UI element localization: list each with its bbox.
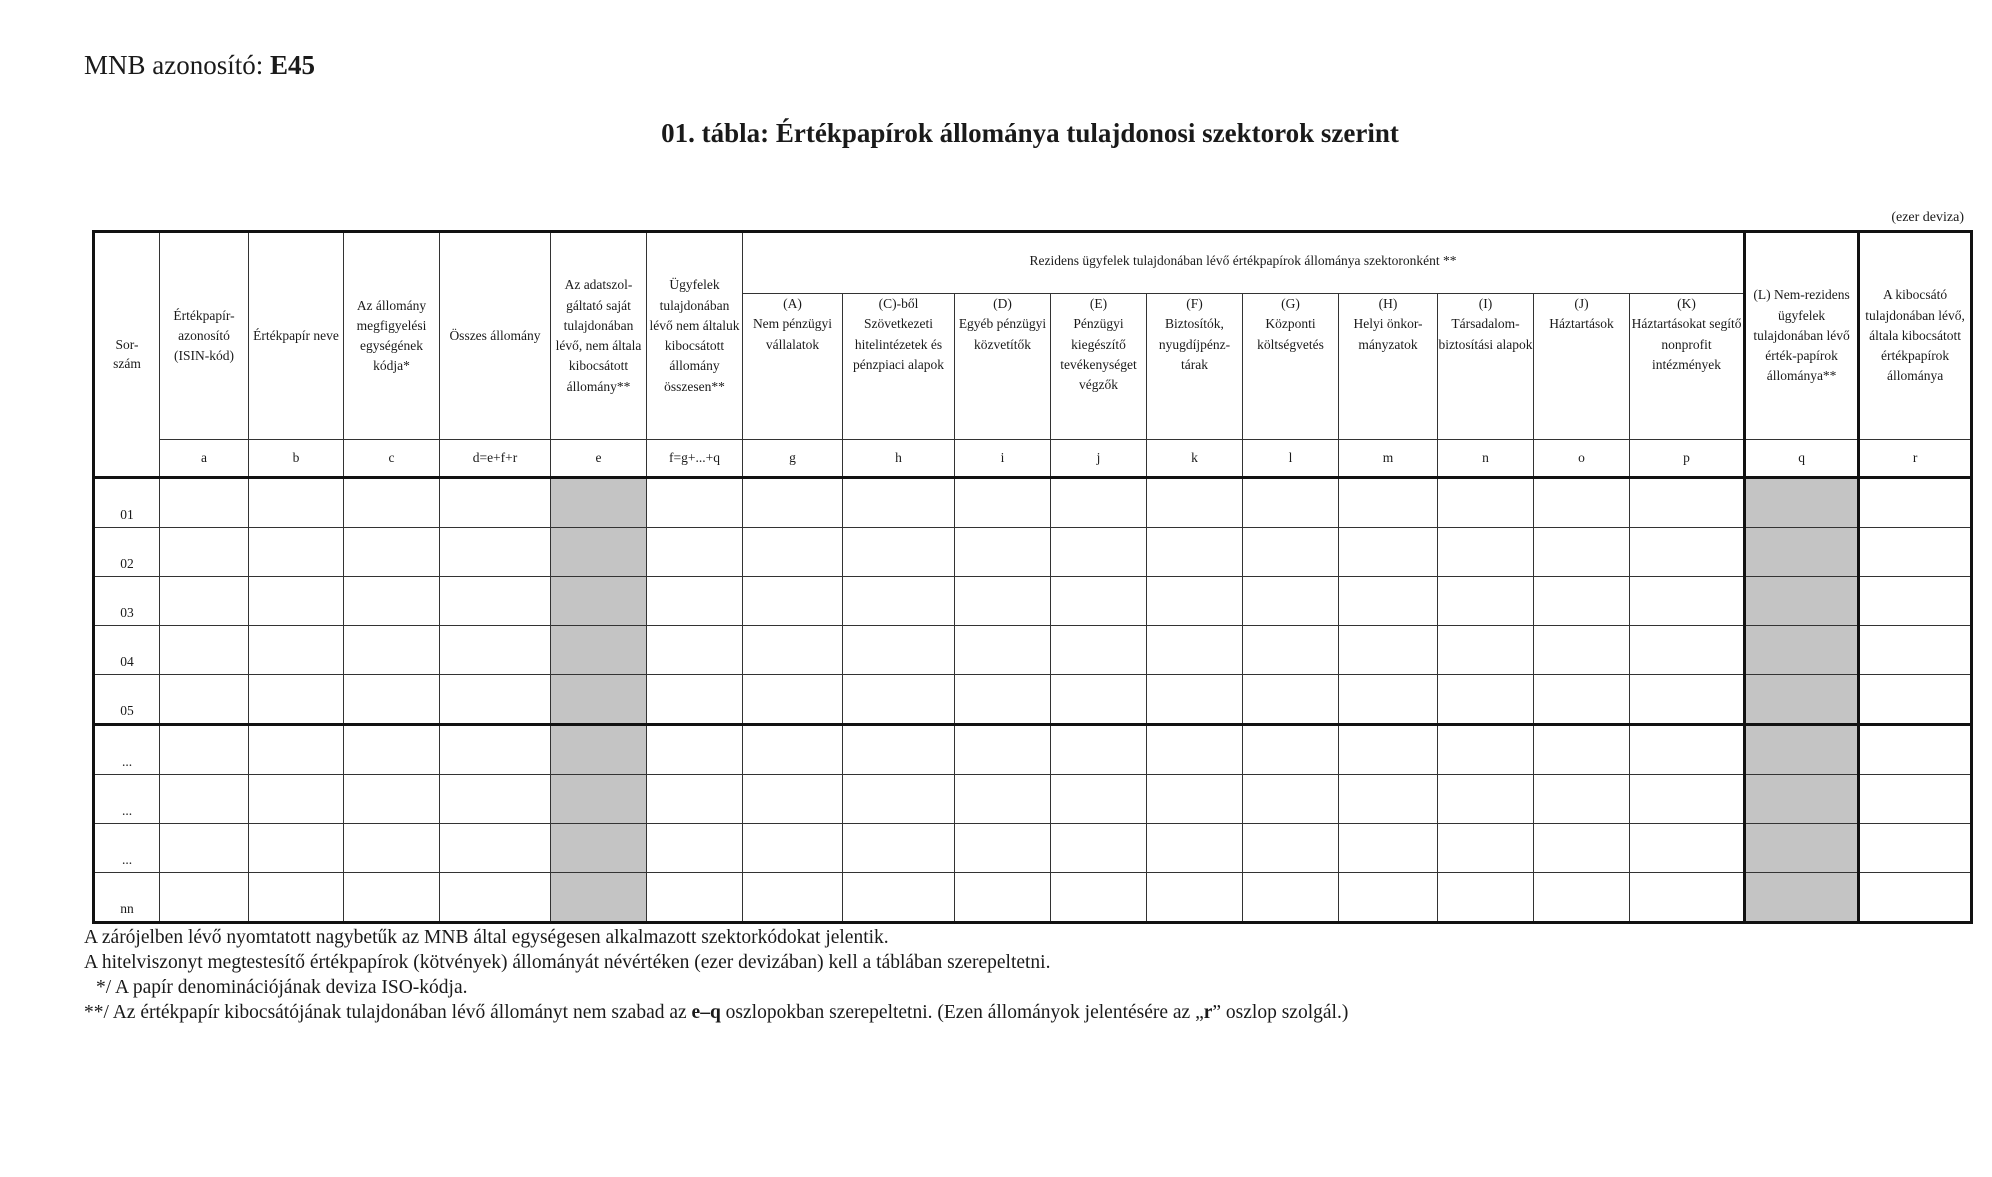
input-cell[interactable] <box>1051 528 1147 577</box>
input-cell[interactable] <box>1339 725 1438 775</box>
input-cell[interactable] <box>344 478 440 528</box>
shaded-cell <box>1745 775 1859 824</box>
input-cell[interactable] <box>843 725 955 775</box>
input-cell[interactable] <box>1534 725 1630 775</box>
input-cell[interactable] <box>440 824 551 873</box>
letter-q: q <box>1745 440 1859 478</box>
input-cell[interactable] <box>440 725 551 775</box>
shaded-cell <box>1745 478 1859 528</box>
input-cell[interactable] <box>1051 824 1147 873</box>
mnb-label: MNB azonosító: <box>84 50 264 80</box>
letter-r: r <box>1859 440 1972 478</box>
input-cell[interactable] <box>743 775 843 824</box>
header-sector-j: (J) Háztartások <box>1534 294 1630 440</box>
input-cell[interactable] <box>843 528 955 577</box>
input-cell[interactable] <box>1051 675 1147 725</box>
input-cell[interactable] <box>440 528 551 577</box>
input-cell[interactable] <box>1243 577 1339 626</box>
input-cell[interactable] <box>1339 528 1438 577</box>
row-number: ... <box>94 725 160 775</box>
row-number: 05 <box>94 675 160 725</box>
shaded-cell <box>551 528 647 577</box>
input-cell[interactable] <box>955 478 1051 528</box>
shaded-cell <box>551 725 647 775</box>
input-cell[interactable] <box>1243 824 1339 873</box>
letter-j: j <box>1051 440 1147 478</box>
input-cell[interactable] <box>1859 675 1972 725</box>
input-cell[interactable] <box>1438 528 1534 577</box>
input-cell[interactable] <box>1438 725 1534 775</box>
input-cell[interactable] <box>440 775 551 824</box>
input-cell[interactable] <box>344 725 440 775</box>
header-security-name: Értékpapír neve <box>249 232 344 440</box>
letter-i: i <box>955 440 1051 478</box>
input-cell[interactable] <box>1147 725 1243 775</box>
input-cell[interactable] <box>249 725 344 775</box>
note-nominal-value: A hitelviszonyt megtestesítő értékpapírok (kötvények) állományát névértéken (ezer devizában) kell a táblában szerepeltetni. <box>84 952 1051 973</box>
shaded-cell <box>551 478 647 528</box>
input-cell[interactable] <box>160 478 249 528</box>
input-cell[interactable] <box>1147 478 1243 528</box>
header-isin: Értékpapír-azonosító (ISIN-kód) <box>160 232 249 440</box>
input-cell[interactable] <box>1051 775 1147 824</box>
input-cell[interactable] <box>743 626 843 675</box>
input-cell[interactable] <box>843 675 955 725</box>
input-cell[interactable] <box>1339 873 1438 923</box>
shaded-cell <box>1745 528 1859 577</box>
input-cell[interactable] <box>843 577 955 626</box>
row-number: 01 <box>94 478 160 528</box>
input-cell[interactable] <box>249 626 344 675</box>
input-cell[interactable] <box>955 626 1051 675</box>
input-cell[interactable] <box>440 577 551 626</box>
input-cell[interactable] <box>1147 675 1243 725</box>
input-cell[interactable] <box>955 528 1051 577</box>
letter-k: k <box>1147 440 1243 478</box>
input-cell[interactable] <box>1438 478 1534 528</box>
input-cell[interactable] <box>249 675 344 725</box>
header-sector-c: (C)-ből Szövetkezeti hitelintézetek és pénzpiaci alapok <box>843 294 955 440</box>
input-cell[interactable] <box>1534 577 1630 626</box>
input-cell[interactable] <box>1243 528 1339 577</box>
row-number: ... <box>94 824 160 873</box>
letter-l: l <box>1243 440 1339 478</box>
header-sector-d: (D) Egyéb pénzügyi közvetítők <box>955 294 1051 440</box>
letter-g: g <box>743 440 843 478</box>
header-client-total: Ügyfelek tulajdonában lévő nem általuk kibocsátott állomány összesen** <box>647 232 743 440</box>
input-cell[interactable] <box>440 626 551 675</box>
header-sector-h: (H) Helyi önkor-mányzatok <box>1339 294 1438 440</box>
mnb-code: E45 <box>270 50 316 80</box>
input-cell[interactable] <box>1147 626 1243 675</box>
input-cell[interactable] <box>1438 675 1534 725</box>
table-row <box>94 675 1972 725</box>
row-number: ... <box>94 775 160 824</box>
header-sector-i: (I) Társadalom-biztosítási alapok <box>1438 294 1534 440</box>
input-cell[interactable] <box>160 626 249 675</box>
input-cell[interactable] <box>440 675 551 725</box>
input-cell[interactable] <box>1630 873 1745 923</box>
input-cell[interactable] <box>1859 528 1972 577</box>
input-cell[interactable] <box>843 626 955 675</box>
input-cell[interactable] <box>440 873 551 923</box>
input-cell[interactable] <box>1534 775 1630 824</box>
header-non-resident: (L) Nem-rezidens ügyfelek tulajdonában lévő érték-papírok állománya** <box>1745 232 1859 440</box>
input-cell[interactable] <box>160 675 249 725</box>
row-number: 04 <box>94 626 160 675</box>
shaded-cell <box>1745 873 1859 923</box>
letter-n: n <box>1438 440 1534 478</box>
letter-m: m <box>1339 440 1438 478</box>
table-row <box>94 775 1972 824</box>
input-cell[interactable] <box>1630 626 1745 675</box>
table-row <box>94 725 1972 775</box>
input-cell[interactable] <box>1630 528 1745 577</box>
row-number: nn <box>94 873 160 923</box>
input-cell[interactable] <box>1147 775 1243 824</box>
input-cell[interactable] <box>1438 577 1534 626</box>
input-cell[interactable] <box>1243 775 1339 824</box>
mnb-identifier <box>84 50 315 81</box>
input-cell[interactable] <box>743 824 843 873</box>
input-cell[interactable] <box>1243 873 1339 923</box>
input-cell[interactable] <box>843 478 955 528</box>
header-unit-code: Az állomány megfigyelési egységének kódja* <box>344 232 440 440</box>
input-cell[interactable] <box>1339 478 1438 528</box>
input-cell[interactable] <box>743 528 843 577</box>
input-cell[interactable] <box>1339 675 1438 725</box>
input-cell[interactable] <box>1147 528 1243 577</box>
input-cell[interactable] <box>249 528 344 577</box>
input-cell[interactable] <box>1147 824 1243 873</box>
header-sorszam: Sor-szám <box>94 232 160 478</box>
input-cell[interactable] <box>1859 824 1972 873</box>
input-cell[interactable] <box>249 577 344 626</box>
input-cell[interactable] <box>1339 626 1438 675</box>
input-cell[interactable] <box>1051 873 1147 923</box>
input-cell[interactable] <box>1630 577 1745 626</box>
header-sector-k: (K) Háztartásokat segítő nonprofit intézmények <box>1630 294 1745 440</box>
table-row <box>94 626 1972 675</box>
input-cell[interactable] <box>160 577 249 626</box>
table-row <box>94 478 1972 528</box>
input-cell[interactable] <box>647 725 743 775</box>
letter-b: b <box>249 440 344 478</box>
input-cell[interactable] <box>1534 626 1630 675</box>
shaded-cell <box>1745 626 1859 675</box>
input-cell[interactable] <box>955 577 1051 626</box>
input-cell[interactable] <box>647 577 743 626</box>
input-cell[interactable] <box>1859 725 1972 775</box>
input-cell[interactable] <box>647 626 743 675</box>
input-cell[interactable] <box>955 675 1051 725</box>
letter-d: d=e+f+r <box>440 440 551 478</box>
input-cell[interactable] <box>1534 824 1630 873</box>
input-cell[interactable] <box>1051 577 1147 626</box>
input-cell[interactable] <box>344 775 440 824</box>
input-cell[interactable] <box>1243 626 1339 675</box>
input-cell[interactable] <box>344 873 440 923</box>
input-cell[interactable] <box>249 775 344 824</box>
shaded-cell <box>551 775 647 824</box>
unit-note: (ezer deviza) <box>1891 210 1964 225</box>
input-cell[interactable] <box>1243 478 1339 528</box>
input-cell[interactable] <box>1859 873 1972 923</box>
input-cell[interactable] <box>1534 528 1630 577</box>
input-cell[interactable] <box>1243 725 1339 775</box>
input-cell[interactable] <box>1859 577 1972 626</box>
input-cell[interactable] <box>647 478 743 528</box>
input-cell[interactable] <box>1630 725 1745 775</box>
shaded-cell <box>551 675 647 725</box>
input-cell[interactable] <box>843 824 955 873</box>
input-cell[interactable] <box>647 873 743 923</box>
input-cell[interactable] <box>1339 577 1438 626</box>
shaded-cell <box>1745 824 1859 873</box>
input-cell[interactable] <box>1438 873 1534 923</box>
input-cell[interactable] <box>1051 478 1147 528</box>
table-row <box>94 824 1972 873</box>
input-cell[interactable] <box>160 725 249 775</box>
input-cell[interactable] <box>647 528 743 577</box>
input-cell[interactable] <box>249 824 344 873</box>
input-cell[interactable] <box>647 775 743 824</box>
input-cell[interactable] <box>1243 675 1339 725</box>
input-cell[interactable] <box>344 824 440 873</box>
letter-p: p <box>1630 440 1745 478</box>
securities-table <box>92 230 1973 924</box>
input-cell[interactable] <box>160 775 249 824</box>
input-cell[interactable] <box>344 577 440 626</box>
input-cell[interactable] <box>1339 824 1438 873</box>
input-cell[interactable] <box>1859 626 1972 675</box>
letter-h: h <box>843 440 955 478</box>
input-cell[interactable] <box>843 873 955 923</box>
input-cell[interactable] <box>743 577 843 626</box>
input-cell[interactable] <box>160 528 249 577</box>
note-currency-iso: */ A papír denominációjának deviza ISO-kódja. <box>96 977 468 998</box>
shaded-cell <box>551 873 647 923</box>
input-cell[interactable] <box>1438 775 1534 824</box>
input-cell[interactable] <box>1534 873 1630 923</box>
letter-c: c <box>344 440 440 478</box>
header-total: Összes állomány <box>440 232 551 440</box>
shaded-cell <box>1745 675 1859 725</box>
page-title: 01. tábla: Értékpapírok állománya tulajdonosi szektorok szerint <box>661 118 1399 148</box>
input-cell[interactable] <box>743 478 843 528</box>
shaded-cell <box>1745 725 1859 775</box>
header-sector-e: (E) Pénzügyi kiegészítő tevékenységet végzők <box>1051 294 1147 440</box>
letter-a: a <box>160 440 249 478</box>
input-cell[interactable] <box>1147 577 1243 626</box>
header-sector-f: (F) Biztosítók, nyugdíjpénz-tárak <box>1147 294 1243 440</box>
input-cell[interactable] <box>249 478 344 528</box>
note-sector-codes: A zárójelben lévő nyomtatott nagybetűk az MNB által egységesen alkalmazott szektorkódokat jelentik. <box>84 927 889 948</box>
table-row <box>94 528 1972 577</box>
input-cell[interactable] <box>1534 675 1630 725</box>
footnotes <box>84 925 1348 1025</box>
input-cell[interactable] <box>1147 873 1243 923</box>
input-cell[interactable] <box>1051 725 1147 775</box>
input-cell[interactable] <box>843 775 955 824</box>
input-cell[interactable] <box>955 824 1051 873</box>
input-cell[interactable] <box>1438 824 1534 873</box>
input-cell[interactable] <box>160 873 249 923</box>
shaded-cell <box>1745 577 1859 626</box>
input-cell[interactable] <box>1438 626 1534 675</box>
input-cell[interactable] <box>1859 775 1972 824</box>
shaded-cell <box>551 577 647 626</box>
input-cell[interactable] <box>1534 478 1630 528</box>
table-row <box>94 873 1972 923</box>
input-cell[interactable] <box>1630 675 1745 725</box>
input-cell[interactable] <box>743 873 843 923</box>
input-cell[interactable] <box>344 528 440 577</box>
note-issuer-holdings: **/ Az értékpapír kibocsátójának tulajdonában lévő állományt nem szabad az e–q oszlopokban szerepeltetni. (Ezen állományok jelentésére az „r” oszlop szolgál.) <box>84 1002 1349 1023</box>
letter-f: f=g+...+q <box>647 440 743 478</box>
row-number: 03 <box>94 577 160 626</box>
input-cell[interactable] <box>1339 775 1438 824</box>
input-cell[interactable] <box>344 675 440 725</box>
input-cell[interactable] <box>1630 478 1745 528</box>
input-cell[interactable] <box>440 478 551 528</box>
shaded-cell <box>551 626 647 675</box>
input-cell[interactable] <box>955 873 1051 923</box>
header-sector-g: (G) Központi költségvetés <box>1243 294 1339 440</box>
input-cell[interactable] <box>743 725 843 775</box>
table-row <box>94 577 1972 626</box>
header-own-holdings: Az adatszol-gáltató saját tulajdonában lévő, nem általa kibocsátott állomány** <box>551 232 647 440</box>
input-cell[interactable] <box>249 873 344 923</box>
header-sector-a: (A) Nem pénzügyi vállalatok <box>743 294 843 440</box>
header-issuer-holdings: A kibocsátó tulajdonában lévő, általa kibocsátott értékpapírok állománya <box>1859 232 1972 440</box>
shaded-cell <box>551 824 647 873</box>
input-cell[interactable] <box>1859 478 1972 528</box>
row-number: 02 <box>94 528 160 577</box>
input-cell[interactable] <box>344 626 440 675</box>
input-cell[interactable] <box>743 675 843 725</box>
input-cell[interactable] <box>1630 824 1745 873</box>
header-resident-group: Rezidens ügyfelek tulajdonában lévő értékpapírok állománya szektoronként ** <box>743 232 1745 294</box>
input-cell[interactable] <box>647 824 743 873</box>
letter-o: o <box>1534 440 1630 478</box>
input-cell[interactable] <box>647 675 743 725</box>
input-cell[interactable] <box>1051 626 1147 675</box>
input-cell[interactable] <box>1630 775 1745 824</box>
input-cell[interactable] <box>955 725 1051 775</box>
input-cell[interactable] <box>955 775 1051 824</box>
input-cell[interactable] <box>160 824 249 873</box>
letter-e: e <box>551 440 647 478</box>
